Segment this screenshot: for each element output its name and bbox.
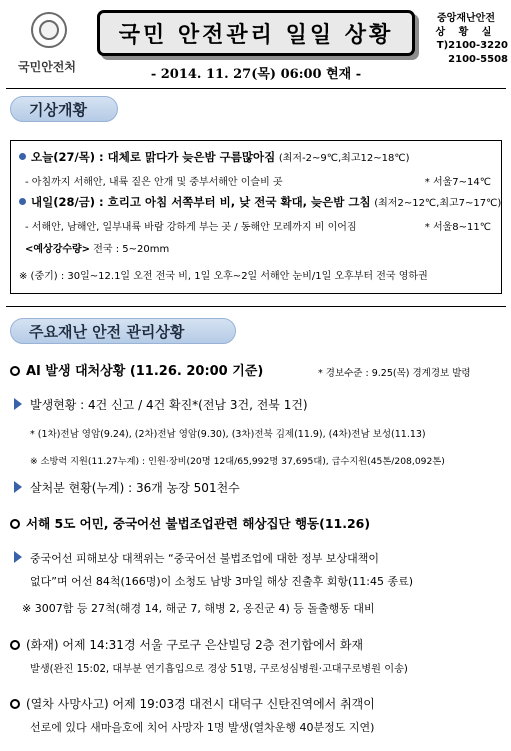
weather-today-range: (최저-2~9℃,최고12~18℃) (278, 153, 410, 164)
bullet-icon (19, 198, 26, 205)
weather-today (19, 149, 409, 165)
weather-section-tab (10, 96, 118, 122)
ai-heading (10, 360, 263, 379)
fire-line1-text: (화재) 어제 14:31경 서울 구로구 은산빌딩 2층 전기합에서 화재 (26, 638, 364, 652)
weather-rain (25, 240, 169, 255)
weather-rain-value: 전국 : 5~20mm (93, 244, 170, 255)
weather-tomorrow-range: (최저2~12℃,최고7~17℃) (374, 198, 502, 209)
seo-line2: 없다”며 어선 84척(166명)이 소청도 남방 3마일 해상 진출후 회항(11:45 종료) (30, 575, 414, 588)
ai-culling-text: 살처분 현황(누계) : 36개 농장 501천수 (30, 481, 240, 495)
train-line1-text: (열차 사망사고) 어제 19:03경 대전시 대덕구 신탄진역에서 취객이 (26, 697, 375, 711)
triangle-bullet-icon (14, 398, 22, 410)
seo-heading (10, 514, 370, 532)
header-divider (6, 88, 506, 89)
triangle-bullet-icon (14, 481, 22, 493)
weather-today-detail: - 아침까지 서해안, 내륙 짙은 안개 및 중부서해안 이슬비 곳 (25, 177, 283, 188)
weather-tomorrow (19, 194, 501, 210)
ai-alert: * 경보수준 : 9.25(목) 경계경보 발령 (318, 368, 471, 379)
seo-line1-text: 중국어선 피해보상 대책위는 “중국어선 불법조업에 대한 정부 보상대책이 (30, 552, 379, 565)
section-divider (6, 306, 506, 307)
ministry-logo (6, 8, 88, 88)
ai-resources: ※ 소방력 지원(11.27누계) : 인원·장비(20명 12대/65,992명 37,695대), 급수지원(45톤/208,092톤) (30, 456, 445, 467)
ai-status-detail: * (1차)전남 영암(9.24), (2차)전남 영암(9.30), (3차)전북 김제(11.9), (4차)전남 보성(11.13) (30, 429, 426, 440)
ai-culling (14, 479, 240, 496)
fire-line2: 발생(완진 15:02, 대부분 연기흡입으로 경상 51명, 구로성심병원·고대구로병원 이송) (30, 664, 408, 675)
seo-line1 (14, 550, 379, 566)
contact-org: 중앙재난안전 (437, 13, 495, 24)
weather-today-label: 오늘(27/목) : 대체로 맑다가 늦은밤 구름많아짐 (31, 150, 276, 164)
ring-bullet-icon (10, 366, 20, 376)
train-line1 (10, 695, 375, 712)
seo-note: ※ 3007함 등 27척(해경 14, 해군 7, 해병 2, 옹진군 4) 등 돌출행동 대비 (22, 602, 375, 615)
weather-box (10, 140, 502, 294)
bullet-icon (19, 153, 26, 160)
ai-title: AI 발생 대처상황 (11.26. 20:00 기준) (26, 364, 264, 379)
contact-phone-1: T)2100-3220 (436, 40, 508, 51)
weather-today-sea: * 서울7~14℃ (424, 177, 491, 188)
weather-tomorrow-detail: - 서해안, 남해안, 일부내륙 바람 강하게 부는 곳 / 동해안 모레까지 비 이어짐 (25, 222, 357, 233)
main-section-tab (10, 318, 236, 344)
page-title: 국민 안전관리 일일 상황 (118, 22, 394, 48)
weather-longterm: ※ (중기) : 30일~12.1일 오전 전국 비, 1일 오후~2일 서해안 눈비/1일 오후부터 전국 영하권 (19, 271, 428, 282)
ring-bullet-icon (10, 640, 20, 650)
main-section-title: 주요재난 안전 관리상황 (29, 322, 185, 341)
weather-section-title: 기상개황 (29, 100, 87, 119)
contact-phone-2: 2100-5508 (448, 53, 508, 65)
ring-bullet-icon (10, 699, 20, 709)
fire-line1 (10, 636, 363, 653)
title-box (97, 10, 415, 56)
ring-bullet-icon (10, 519, 20, 529)
train-line2: 선로에 있다 새마을호에 치어 사망자 1명 발생(열차운행 40분정도 지연) (30, 721, 375, 734)
contact-sub: 상 황 실 (435, 26, 497, 38)
contact-info (424, 12, 508, 66)
logo-text: 국민안전처 (18, 60, 76, 74)
ai-status-text: 발생현황 : 4건 신고 / 4건 확진*(전남 3건, 전북 1건) (30, 398, 308, 412)
weather-tomorrow-sea: * 서울8~11℃ (424, 222, 491, 233)
seo-title: 서해 5도 어민, 중국어선 불법조업관련 해상집단 행동(11.26) (26, 516, 371, 531)
date-line: - 2014. 11. 27(목) 06:00 현재 - (150, 67, 362, 82)
ai-status (14, 396, 308, 413)
weather-tomorrow-label: 내일(28/금) : 흐리고 아침 서쪽부터 비, 낮 전국 확대, 늦은밤 그침 (31, 195, 371, 209)
weather-rain-label: <예상강수량> (25, 244, 91, 255)
emblem-icon (31, 12, 67, 48)
triangle-bullet-icon (14, 551, 22, 563)
